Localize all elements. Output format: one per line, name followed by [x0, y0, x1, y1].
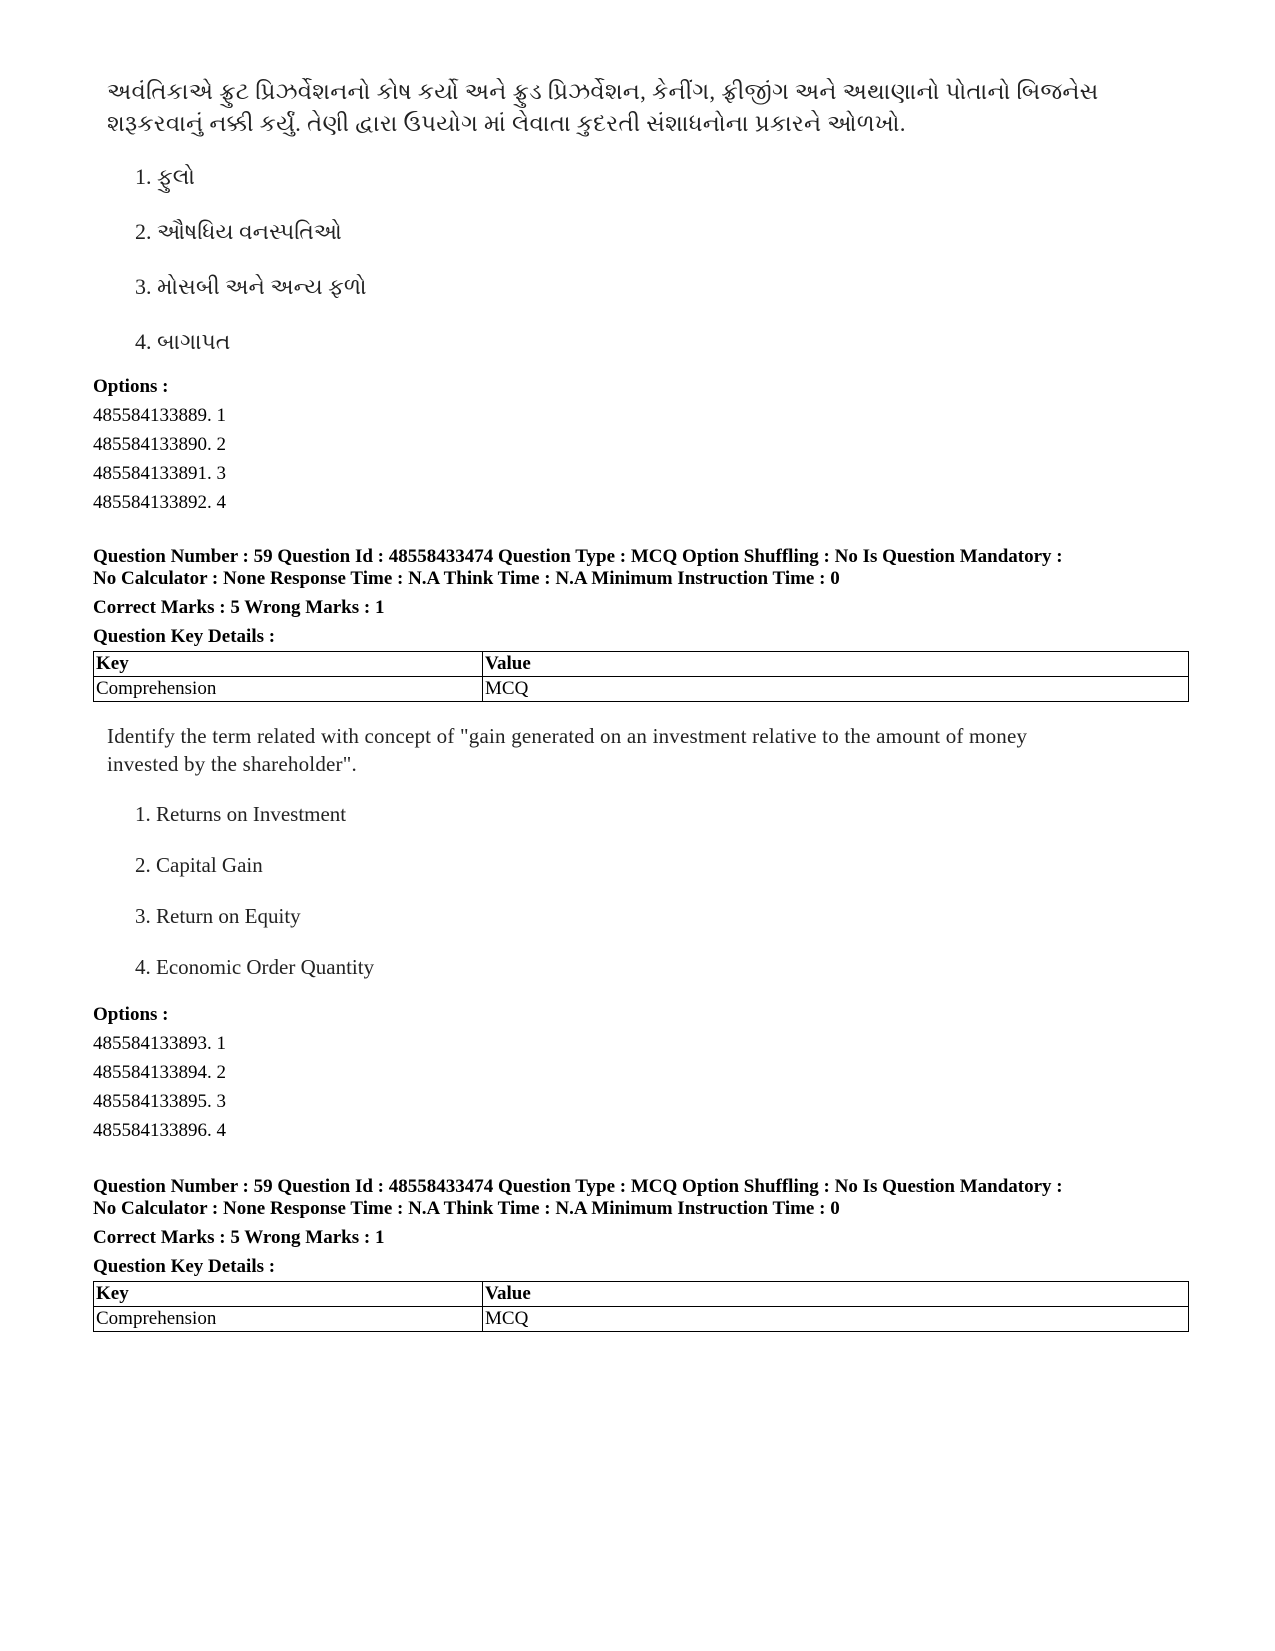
option-item: 485584133889. 1 [93, 405, 226, 426]
meta-line-2: No Calculator : None Response Time : N.A Think Time : N.A Minimum Instruction Time : 0 [93, 1198, 840, 1219]
table-row [94, 1307, 1189, 1332]
key-details-label: Question Key Details : [93, 626, 276, 647]
table-cell-value: MCQ [483, 677, 1189, 702]
key-details-table [93, 1281, 1189, 1332]
option-item: 485584133896. 4 [93, 1120, 226, 1141]
option-item: 485584133893. 1 [93, 1033, 226, 1054]
table-cell-value: MCQ [483, 1307, 1189, 1332]
table-row [94, 677, 1189, 702]
table-cell-key: Comprehension [94, 677, 483, 702]
option-item: 485584133894. 2 [93, 1062, 226, 1083]
meta-line-2: No Calculator : None Response Time : N.A Think Time : N.A Minimum Instruction Time : 0 [93, 568, 840, 589]
choice-4: 4. બાગાપત [135, 329, 231, 354]
option-item: 485584133892. 4 [93, 492, 226, 513]
question-stem: Identify the term related with concept of "gain generated on an investment relative to the amount of money invested by the shareholder". [107, 724, 1028, 776]
option-item: 485584133891. 3 [93, 463, 226, 484]
options-label: Options : [93, 376, 169, 397]
meta-line-1: Question Number : 59 Question Id : 48558433474 Question Type : MCQ Option Shuffling : No Is Question Mandatory : [93, 1176, 1063, 1197]
choice-2: 2. Capital Gain [135, 853, 263, 877]
question-image-english [107, 722, 1082, 979]
choice-4: 4. Economic Order Quantity [135, 955, 375, 979]
table-header-row [94, 1282, 1189, 1307]
option-item: 485584133890. 2 [93, 434, 226, 455]
question-meta [93, 1176, 1193, 1278]
choice-1: 1. Returns on Investment [135, 802, 347, 826]
table-header-value: Value [483, 1282, 1189, 1307]
question-image-gujarati [107, 76, 1107, 354]
choice-1: 1. ફુલો [135, 164, 195, 189]
options-label: Options : [93, 1004, 169, 1025]
choice-3: 3. Return on Equity [135, 904, 301, 928]
table-header-key: Key [94, 1282, 483, 1307]
choice-2: 2. ઔષધિય વનસ્પતિઓ [135, 219, 342, 244]
options-list [93, 1000, 226, 1145]
table-cell-key: Comprehension [94, 1307, 483, 1332]
key-details-label: Question Key Details : [93, 1256, 276, 1277]
table-header-row [94, 652, 1189, 677]
table-header-key: Key [94, 652, 483, 677]
question-meta [93, 546, 1193, 648]
choice-3: 3. મોસબી અને અન્ય ફળો [135, 274, 367, 299]
marks-line: Correct Marks : 5 Wrong Marks : 1 [93, 1227, 385, 1248]
meta-line-1: Question Number : 59 Question Id : 48558433474 Question Type : MCQ Option Shuffling : No Is Question Mandatory : [93, 546, 1063, 567]
options-list [93, 372, 226, 517]
marks-line: Correct Marks : 5 Wrong Marks : 1 [93, 597, 385, 618]
table-header-value: Value [483, 652, 1189, 677]
key-details-table [93, 651, 1189, 702]
option-item: 485584133895. 3 [93, 1091, 226, 1112]
question-stem: અવંતિકાએ ફ્રુટ પ્રિઝર્વેશનનો કોષ કર્યો અને ફ્રુડ પ્રિઝર્વેશન, કેનીંગ, ફ્રીજીંગ અને અથાણાનો પોતાનો બિજનેસ શરૂકરવાનું નક્કી કર્યું. તેણી દ્વારા ઉપયોગ માં લેવાતા કુદરતી સંશાધનોના પ્રકારને ઓળખો. [107, 79, 1099, 136]
